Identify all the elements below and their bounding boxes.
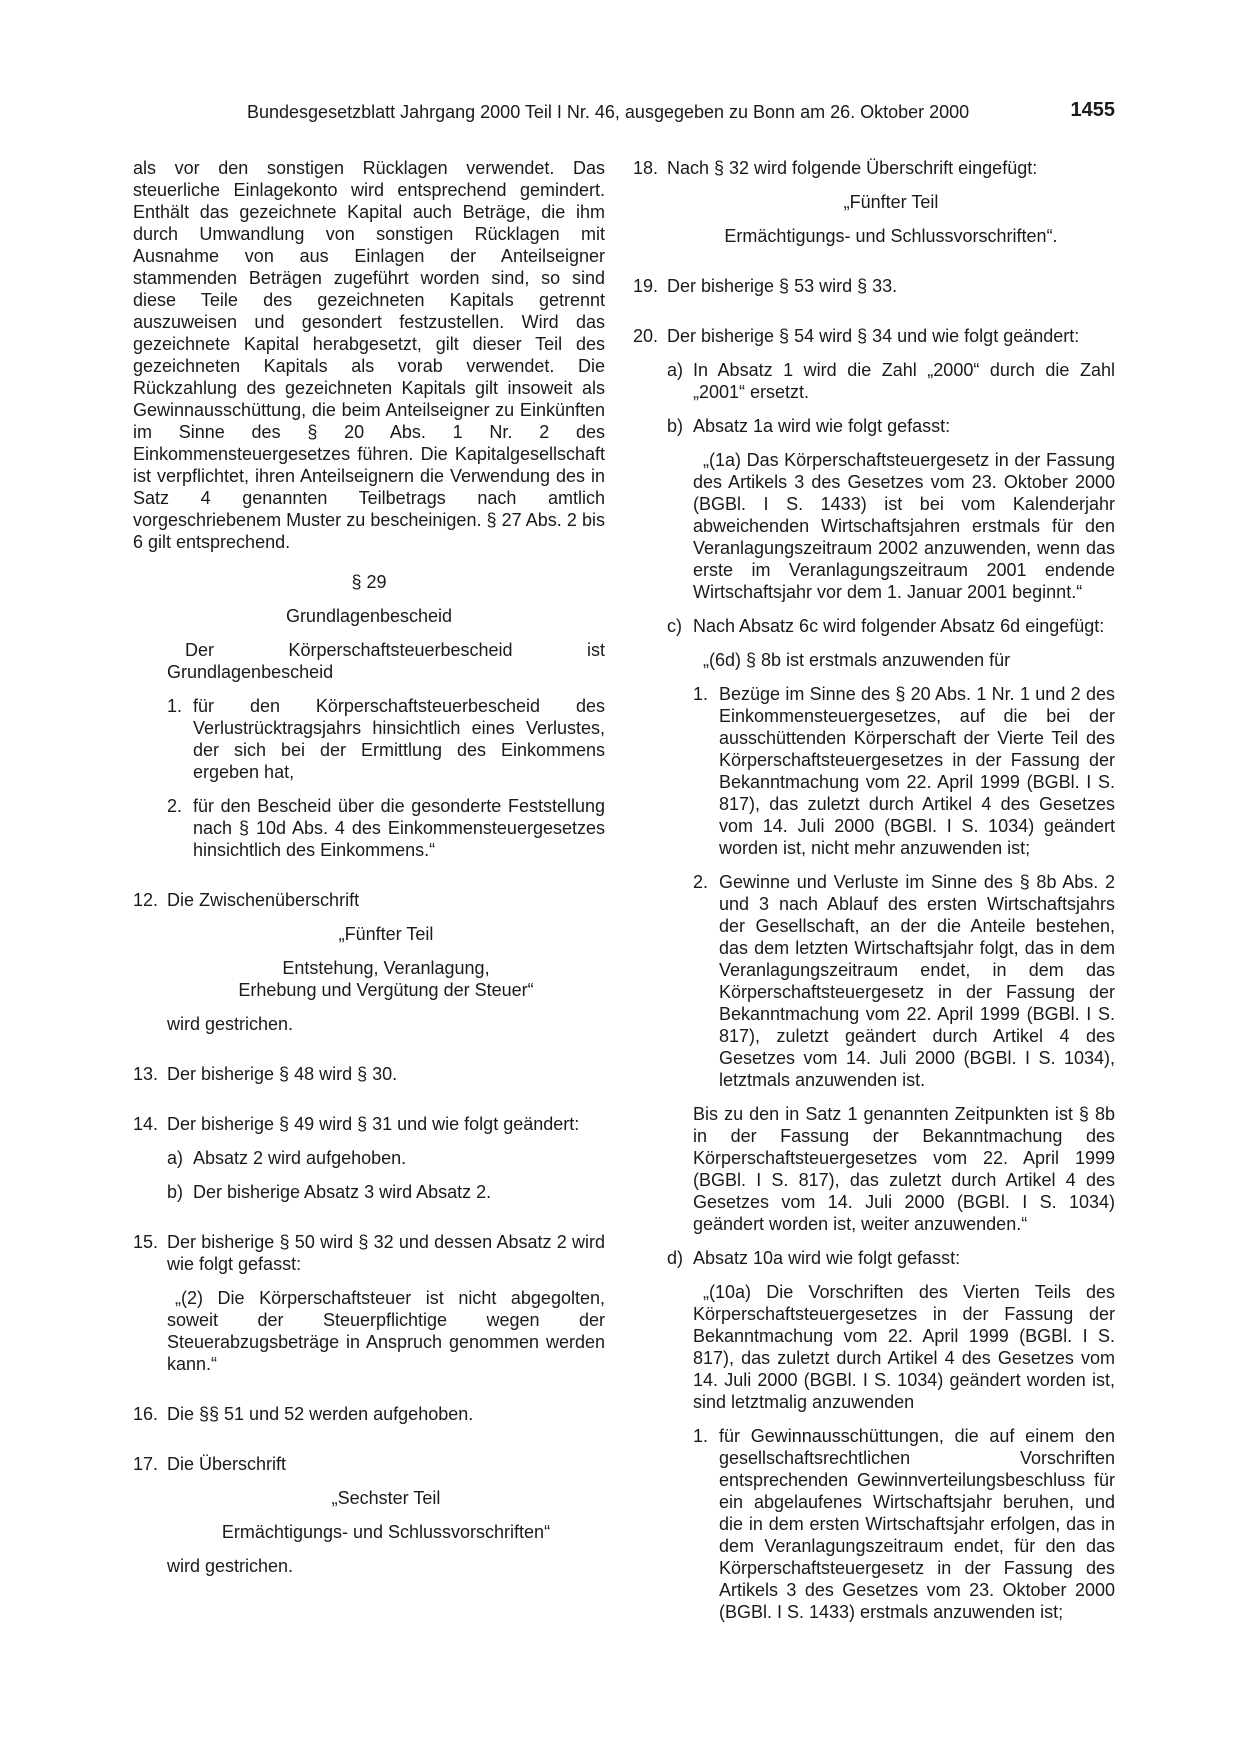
item-number: 17. [133,1454,159,1474]
item-number: 18. [633,158,659,178]
quoted-paragraph: „(1a) Das Körperschaftsteuergesetz in der Fassung des Artikels 3 des Gesetzes vom 23. Oktober 2000 (BGBl. I S. 1433) ist bei vom Kalenderjahr abweichenden Wirtschaftsjahren erstmals für den Veranlagungszeitraum 2002 anzuwenden, wenn das erste im Veranlagungszeitraum 2001 endende Wirtschaftsjahr vor dem 1. Januar 2001 beginnt.“ [693,450,1115,602]
list-item-text: für Gewinnausschüttungen, die auf einem den gesellschaftsrechtlichen Vorschriften entsprechenden Gewinnverteilungsbeschluss für ein abgelaufenes Wirtschaftsjahr beruhen, und die in dem ersten Wirtschaftsjahr erfolgen, das in dem Veranlagungszeitraum endet, für den das Körperschaftsteuergesetz in der Fassung des Artikels 3 des Gesetzes vom 23. Oktober 2000 (BGBl. I S. 1433) erstmals anzuwenden ist; [719,1426,1115,1622]
intro-paragraph: als vor den sonstigen Rücklagen verwendet. Das steuerliche Einlagekonto wird entsprechend gemindert. Enthält das gezeichnete Kapital auch Beträge, die ihm durch Umwandlung von sonstigen Rücklagen mit Ausnahme von aus Einlagen der Anteilseigner stammenden Beträgen zugeführt worden sind, so sind diese Teile des gezeichneten Kapitals getrennt auszuweisen und gesondert festzustellen. Wird das gezeichnete Kapital herabgesetzt, gilt dieser Teil des gezeichneten Kapitals als vorab verwendet. Die Rückzahlung des gezeichneten Kapitals gilt insoweit als Gewinnausschüttung, die beim Anteilseigner zu Einkünften im Sinne des § 20 Abs. 1 Nr. 2 des Einkommensteuergesetzes führen. Die Kapitalgesellschaft ist verpflichtet, ihren Anteilseignern die Verwendung des in Satz 4 genannten Teilbetrags nach amtlich vorgeschriebenem Muster zu bescheinigen. § 27 Abs. 2 bis 6 gilt entsprechend. [133,158,605,552]
item-number: 12. [133,890,159,910]
sub-item-text: Nach Absatz 6c wird folgender Absatz 6d eingefügt: [693,616,1105,636]
item-number: 16. [133,1404,159,1424]
item-18 [633,157,1115,247]
sub-item-text: Absatz 10a wird wie folgt gefasst: [693,1248,961,1268]
item-14 [133,1113,605,1203]
quoted-heading: Erhebung und Vergütung der Steuer“ [238,980,534,1000]
item-text: wird gestrichen. [167,1014,294,1034]
list-item [693,1425,1115,1623]
item-text: Die §§ 51 und 52 werden aufgehoben. [167,1404,474,1424]
item-text: Der bisherige § 53 wird § 33. [667,276,898,296]
right-column [633,157,1115,1623]
item-12 [133,889,605,1035]
sub-item-a [167,1147,605,1169]
item-text: Der bisherige § 49 wird § 31 und wie folgt geändert: [167,1114,580,1134]
list-item-number: 2. [693,872,709,892]
item-15 [133,1231,605,1375]
item-19 [633,275,1115,297]
item-text: wird gestrichen. [167,1556,294,1576]
section-29-number: § 29 [351,572,387,592]
sub-item-letter: c) [667,616,682,636]
quoted-paragraph: Bis zu den in Satz 1 genannten Zeitpunkten ist § 8b in der Fassung der Bekanntmachung des Körperschaftsteuergesetzes vom 22. April 1999 (BGBl. I S. 817), das zuletzt durch Artikel 4 des Gesetzes vom 14. Juli 2000 (BGBl. I S. 1034) geändert worden ist, weiter anzuwenden.“ [693,1104,1115,1234]
gazette-title: Bundesgesetzblatt Jahrgang 2000 Teil I Nr. 46, ausgegeben zu Bonn am 26. Oktober 2000 [247,102,970,122]
list-item-number: 1. [693,1426,709,1446]
item-text: Die Zwischenüberschrift [167,890,360,910]
quoted-paragraph: „(6d) § 8b ist erstmals anzuwenden für [703,650,1011,670]
list-item-text: Bezüge im Sinne des § 20 Abs. 1 Nr. 1 und 2 des Einkommensteuergesetzes, auf die bei der ausschüttenden Körperschaft der Vierte Teil des Körperschaftsteuergesetzes in der Fassung der Bekanntmachung vom 22. April 1999 (BGBl. I S. 817), das zuletzt durch Artikel 4 des Gesetzes vom 14. Juli 2000 (BGBl. I S. 1034) geändert worden ist, nicht mehr anzuwenden ist; [719,684,1115,858]
sub-item-text: Absatz 1a wird wie folgt gefasst: [693,416,951,436]
page-header [247,101,1115,127]
sub-item-d [667,1247,1115,1623]
quoted-heading: Entstehung, Veranlagung, [282,958,490,978]
list-item-number: 1. [693,684,709,704]
sub-item-text: In Absatz 1 wird die Zahl „2000“ durch die Zahl „2001“ ersetzt. [693,360,1115,402]
item-text: Der bisherige § 48 wird § 30. [167,1064,398,1084]
sub-item-letter: b) [667,416,684,436]
item-16 [133,1403,605,1425]
sub-item-letter: a) [667,360,684,380]
sub-item-a [667,359,1115,403]
quoted-heading: Ermächtigungs- und Schlussvorschriften“. [724,226,1058,246]
list-item [167,695,605,783]
sub-item-letter: b) [167,1182,184,1202]
list-item-text: Gewinne und Verluste im Sinne des § 8b Abs. 2 und 3 nach Ablauf des ersten Wirtschaftsjahrs der Gesellschaft, an der die Anteile bestehen, das dem letzten Wirtschaftsjahr folgt, das in dem Veranlagungszeitraum endet, in dem das Körperschaftsteuergesetz in der Fassung der Bekanntmachung vom 22. April 1999 (BGBl. I S. 817), zuletzt geändert durch Artikel 4 des Gesetzes vom 14. Juli 2000 (BGBl. I S. 1034), letztmals anzuwenden ist. [719,872,1115,1090]
quoted-heading: „Sechster Teil [331,1488,441,1508]
item-text: Der bisherige § 54 wird § 34 und wie folgt geändert: [667,326,1080,346]
quoted-paragraph: „(10a) Die Vorschriften des Vierten Teils des Körperschaftsteuergesetzes in der Fassung der Bekanntmachung vom 22. April 1999 (BGBl. I S. 817), das zuletzt durch Artikel 4 des Gesetzes vom 14. Juli 2000 (BGBl. I S. 1034) geändert worden ist, sind letztmalig anzuwenden [693,1282,1115,1412]
sub-item-letter: a) [167,1148,184,1168]
list-item-text: für den Körperschaftsteuerbescheid des Verlustrücktragsjahrs hinsichtlich eines Verlustes, der sich bei der Ermittlung des Einkommens ergeben hat, [193,696,605,782]
list-item [693,683,1115,859]
sub-item-b [167,1181,605,1203]
sub-item-b [667,415,1115,603]
sub-item-text: Der bisherige Absatz 3 wird Absatz 2. [193,1182,492,1202]
quoted-heading: „Fünfter Teil [338,924,434,944]
quoted-paragraph: „(2) Die Körperschaftsteuer ist nicht abgegolten, soweit der Steuerpflichtige wegen der Steuerabzugsbeträge in Anspruch genommen werden kann.“ [167,1288,605,1374]
item-text: Die Überschrift [167,1454,287,1474]
left-column [133,157,605,1577]
list-item [167,795,605,861]
item-13 [133,1063,605,1085]
list-item [693,871,1115,1091]
item-number: 15. [133,1232,159,1252]
section-29-lead: Der Körperschaftsteuerbescheid ist Grundlagenbescheid [167,640,605,682]
item-number: 14. [133,1114,159,1134]
item-number: 19. [633,276,659,296]
list-item-number: 2. [167,796,183,816]
section-29-list [167,695,605,861]
sub-item-letter: d) [667,1248,684,1268]
quoted-heading: Ermächtigungs- und Schlussvorschriften“ [221,1522,551,1542]
section-29-title: Grundlagenbescheid [285,606,453,626]
sub-item-text: Absatz 2 wird aufgehoben. [193,1148,407,1168]
item-text: Der bisherige § 50 wird § 32 und dessen Absatz 2 wird wie folgt gefasst: [167,1232,605,1274]
item-17 [133,1453,605,1577]
item-text: Nach § 32 wird folgende Überschrift eingefügt: [667,158,1038,178]
item-number: 20. [633,326,659,346]
list-item-text: für den Bescheid über die gesonderte Feststellung nach § 10d Abs. 4 des Einkommensteuergesetzes hinsichtlich des Einkommens.“ [193,796,605,860]
list-item-number: 1. [167,696,183,716]
quoted-heading: „Fünfter Teil [843,192,939,212]
sub-item-c [667,615,1115,1235]
page-number: 1455 [1070,99,1115,121]
item-number: 13. [133,1064,159,1084]
item-20 [633,325,1115,1623]
